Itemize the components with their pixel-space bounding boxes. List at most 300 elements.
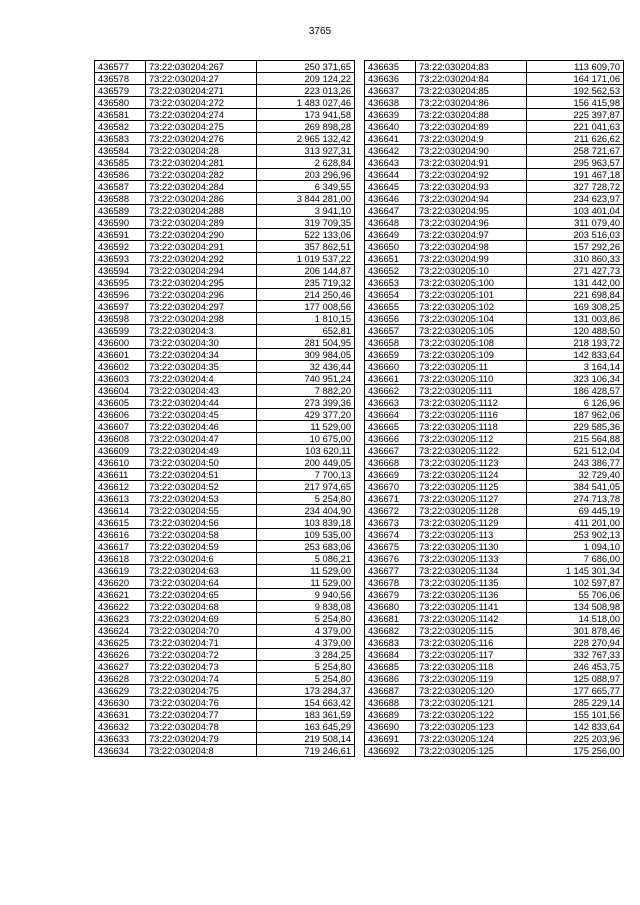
cadastral-number-cell: 73:22:030205:111 bbox=[416, 385, 527, 397]
value-cell: 295 963,57 bbox=[527, 157, 624, 169]
record-number-cell: 436626 bbox=[95, 649, 146, 661]
table-row bbox=[95, 433, 355, 445]
table-row bbox=[95, 229, 355, 241]
table-row bbox=[365, 133, 624, 145]
cadastral-number-cell: 73:22:030204:74 bbox=[146, 673, 257, 685]
value-cell: 301 878,46 bbox=[527, 625, 624, 637]
cadastral-number-cell: 73:22:030204:78 bbox=[146, 721, 257, 733]
record-number-cell: 436595 bbox=[95, 277, 146, 289]
table-row bbox=[95, 361, 355, 373]
cadastral-number-cell: 73:22:030205:119 bbox=[416, 673, 527, 685]
record-number-cell: 436664 bbox=[365, 409, 416, 421]
record-number-cell: 436621 bbox=[95, 589, 146, 601]
cadastral-number-cell: 73:22:030204:55 bbox=[146, 505, 257, 517]
cadastral-number-cell: 73:22:030205:115 bbox=[416, 625, 527, 637]
record-number-cell: 436635 bbox=[365, 61, 416, 73]
table-row bbox=[95, 61, 355, 73]
value-cell: 131 442,00 bbox=[527, 277, 624, 289]
record-number-cell: 436655 bbox=[365, 301, 416, 313]
record-number-cell: 436610 bbox=[95, 457, 146, 469]
record-number-cell: 436600 bbox=[95, 337, 146, 349]
record-number-cell: 436618 bbox=[95, 553, 146, 565]
table-row bbox=[365, 349, 624, 361]
record-number-cell: 436590 bbox=[95, 217, 146, 229]
value-cell: 103 839,18 bbox=[257, 517, 355, 529]
record-number-cell: 436674 bbox=[365, 529, 416, 541]
table-row bbox=[95, 265, 355, 277]
value-cell: 32 436,44 bbox=[257, 361, 355, 373]
table-row bbox=[365, 469, 624, 481]
cadastral-number-cell: 73:22:030204:288 bbox=[146, 205, 257, 217]
table-row bbox=[365, 733, 624, 745]
value-cell: 719 246,61 bbox=[257, 745, 355, 757]
table-row bbox=[365, 397, 624, 409]
value-cell: 5 086,21 bbox=[257, 553, 355, 565]
table-row bbox=[95, 385, 355, 397]
value-cell: 219 508,14 bbox=[257, 733, 355, 745]
record-number-cell: 436692 bbox=[365, 745, 416, 757]
table-row bbox=[95, 745, 355, 757]
table-row bbox=[95, 109, 355, 121]
value-cell: 1 810,15 bbox=[257, 313, 355, 325]
value-cell: 177 665,77 bbox=[527, 685, 624, 697]
cadastral-number-cell: 73:22:030205:1136 bbox=[416, 589, 527, 601]
value-cell: 173 284,37 bbox=[257, 685, 355, 697]
cadastral-number-cell: 73:22:030204:98 bbox=[416, 241, 527, 253]
cadastral-number-cell: 73:22:030204:28 bbox=[146, 145, 257, 157]
table-row bbox=[95, 613, 355, 625]
table-row bbox=[365, 517, 624, 529]
record-number-cell: 436620 bbox=[95, 577, 146, 589]
cadastral-number-cell: 73:22:030205:1130 bbox=[416, 541, 527, 553]
table-row bbox=[365, 361, 624, 373]
cadastral-number-cell: 73:22:030204:63 bbox=[146, 565, 257, 577]
record-number-cell: 436672 bbox=[365, 505, 416, 517]
record-number-cell: 436684 bbox=[365, 649, 416, 661]
table-row bbox=[95, 685, 355, 697]
table-row bbox=[95, 253, 355, 265]
cadastral-number-cell: 73:22:030205:109 bbox=[416, 349, 527, 361]
value-cell: 102 597,87 bbox=[527, 577, 624, 589]
table-row bbox=[365, 301, 624, 313]
cadastral-number-cell: 73:22:030204:296 bbox=[146, 289, 257, 301]
table-row bbox=[365, 541, 624, 553]
value-cell: 221 698,84 bbox=[527, 289, 624, 301]
cadastral-number-cell: 73:22:030204:271 bbox=[146, 85, 257, 97]
value-cell: 103 401,04 bbox=[527, 205, 624, 217]
cadastral-number-cell: 73:22:030204:93 bbox=[416, 181, 527, 193]
value-cell: 211 626,62 bbox=[527, 133, 624, 145]
table-row bbox=[95, 349, 355, 361]
record-number-cell: 436582 bbox=[95, 121, 146, 133]
record-number-cell: 436662 bbox=[365, 385, 416, 397]
table-row bbox=[95, 409, 355, 421]
value-cell: 411 201,00 bbox=[527, 517, 624, 529]
value-cell: 7 686,00 bbox=[527, 553, 624, 565]
table-row bbox=[95, 733, 355, 745]
value-cell: 203 296,96 bbox=[257, 169, 355, 181]
table-row bbox=[95, 577, 355, 589]
table-row bbox=[95, 445, 355, 457]
value-cell: 11 529,00 bbox=[257, 421, 355, 433]
value-cell: 221 041,63 bbox=[527, 121, 624, 133]
value-cell: 4 379,00 bbox=[257, 625, 355, 637]
record-number-cell: 436675 bbox=[365, 541, 416, 553]
cadastral-number-cell: 73:22:030205:110 bbox=[416, 373, 527, 385]
table-row bbox=[365, 373, 624, 385]
value-cell: 55 706,06 bbox=[527, 589, 624, 601]
table-row bbox=[365, 481, 624, 493]
cadastral-number-cell: 73:22:030205:123 bbox=[416, 721, 527, 733]
value-cell: 142 833,64 bbox=[527, 349, 624, 361]
value-cell: 14 518,00 bbox=[527, 613, 624, 625]
value-cell: 11 529,00 bbox=[257, 577, 355, 589]
cadastral-number-cell: 73:22:030205:1142 bbox=[416, 613, 527, 625]
table-row bbox=[95, 145, 355, 157]
table-row bbox=[365, 205, 624, 217]
cadastral-number-cell: 73:22:030204:9 bbox=[416, 133, 527, 145]
record-number-cell: 436663 bbox=[365, 397, 416, 409]
record-number-cell: 436659 bbox=[365, 349, 416, 361]
table-row bbox=[365, 433, 624, 445]
cadastral-number-cell: 73:22:030204:51 bbox=[146, 469, 257, 481]
record-number-cell: 436686 bbox=[365, 673, 416, 685]
table-row bbox=[95, 421, 355, 433]
value-cell: 186 428,57 bbox=[527, 385, 624, 397]
cadastral-number-cell: 73:22:030204:68 bbox=[146, 601, 257, 613]
record-number-cell: 436592 bbox=[95, 241, 146, 253]
table-row bbox=[95, 133, 355, 145]
cadastral-number-cell: 73:22:030204:282 bbox=[146, 169, 257, 181]
record-number-cell: 436671 bbox=[365, 493, 416, 505]
value-cell: 187 962,06 bbox=[527, 409, 624, 421]
record-number-cell: 436687 bbox=[365, 685, 416, 697]
value-cell: 384 541,05 bbox=[527, 481, 624, 493]
table-row bbox=[365, 277, 624, 289]
record-number-cell: 436625 bbox=[95, 637, 146, 649]
value-cell: 217 974,65 bbox=[257, 481, 355, 493]
value-cell: 169 308,25 bbox=[527, 301, 624, 313]
cadastral-number-cell: 73:22:030205:122 bbox=[416, 709, 527, 721]
value-cell: 1 145 301,34 bbox=[527, 565, 624, 577]
value-cell: 69 445,19 bbox=[527, 505, 624, 517]
record-number-cell: 436669 bbox=[365, 469, 416, 481]
table-row bbox=[95, 181, 355, 193]
cadastral-number-cell: 73:22:030204:72 bbox=[146, 649, 257, 661]
value-cell: 3 941,10 bbox=[257, 205, 355, 217]
record-number-cell: 436666 bbox=[365, 433, 416, 445]
record-number-cell: 436643 bbox=[365, 157, 416, 169]
table-row bbox=[95, 169, 355, 181]
cadastral-number-cell: 73:22:030205:116 bbox=[416, 637, 527, 649]
cadastral-number-cell: 73:22:030205:117 bbox=[416, 649, 527, 661]
cadastral-number-cell: 73:22:030204:35 bbox=[146, 361, 257, 373]
cadastral-number-cell: 73:22:030204:6 bbox=[146, 553, 257, 565]
table-row bbox=[365, 529, 624, 541]
cadastral-number-cell: 73:22:030204:50 bbox=[146, 457, 257, 469]
value-cell: 429 377,20 bbox=[257, 409, 355, 421]
cadastral-number-cell: 73:22:030204:284 bbox=[146, 181, 257, 193]
cadastral-number-cell: 73:22:030205:1127 bbox=[416, 493, 527, 505]
cadastral-number-cell: 73:22:030204:99 bbox=[416, 253, 527, 265]
cadastral-number-cell: 73:22:030205:124 bbox=[416, 733, 527, 745]
record-number-cell: 436578 bbox=[95, 73, 146, 85]
cadastral-number-cell: 73:22:030205:1116 bbox=[416, 409, 527, 421]
value-cell: 3 844 281,00 bbox=[257, 193, 355, 205]
record-number-cell: 436639 bbox=[365, 109, 416, 121]
record-number-cell: 436665 bbox=[365, 421, 416, 433]
table-row bbox=[95, 157, 355, 169]
value-cell: 253 902,13 bbox=[527, 529, 624, 541]
cadastral-number-cell: 73:22:030204:88 bbox=[416, 109, 527, 121]
table-row bbox=[365, 229, 624, 241]
record-number-cell: 436613 bbox=[95, 493, 146, 505]
record-number-cell: 436688 bbox=[365, 697, 416, 709]
value-cell: 103 620,11 bbox=[257, 445, 355, 457]
record-number-cell: 436596 bbox=[95, 289, 146, 301]
table-row bbox=[95, 565, 355, 577]
table-row bbox=[365, 721, 624, 733]
value-cell: 235 719,32 bbox=[257, 277, 355, 289]
value-cell: 225 397,87 bbox=[527, 109, 624, 121]
record-number-cell: 436634 bbox=[95, 745, 146, 757]
table-row bbox=[95, 721, 355, 733]
record-number-cell: 436689 bbox=[365, 709, 416, 721]
value-cell: 5 254,80 bbox=[257, 661, 355, 673]
record-number-cell: 436609 bbox=[95, 445, 146, 457]
cadastral-number-cell: 73:22:030205:101 bbox=[416, 289, 527, 301]
table-row bbox=[365, 493, 624, 505]
cadastral-number-cell: 73:22:030204:8 bbox=[146, 745, 257, 757]
value-cell: 319 709,35 bbox=[257, 217, 355, 229]
value-cell: 269 898,28 bbox=[257, 121, 355, 133]
record-number-cell: 436587 bbox=[95, 181, 146, 193]
table-row bbox=[95, 661, 355, 673]
cadastral-number-cell: 73:22:030205:102 bbox=[416, 301, 527, 313]
cadastral-number-cell: 73:22:030204:59 bbox=[146, 541, 257, 553]
cadastral-number-cell: 73:22:030204:52 bbox=[146, 481, 257, 493]
cadastral-number-cell: 73:22:030204:297 bbox=[146, 301, 257, 313]
value-cell: 183 361,59 bbox=[257, 709, 355, 721]
record-number-cell: 436652 bbox=[365, 265, 416, 277]
value-cell: 281 504,95 bbox=[257, 337, 355, 349]
cadastral-number-cell: 73:22:030205:1112 bbox=[416, 397, 527, 409]
cadastral-number-cell: 73:22:030204:85 bbox=[416, 85, 527, 97]
table-row bbox=[95, 337, 355, 349]
value-cell: 3 284,25 bbox=[257, 649, 355, 661]
table-row bbox=[365, 421, 624, 433]
cadastral-number-cell: 73:22:030204:79 bbox=[146, 733, 257, 745]
value-cell: 243 386,77 bbox=[527, 457, 624, 469]
cadastral-number-cell: 73:22:030204:75 bbox=[146, 685, 257, 697]
record-number-cell: 436682 bbox=[365, 625, 416, 637]
table-row bbox=[365, 589, 624, 601]
record-number-cell: 436670 bbox=[365, 481, 416, 493]
value-cell: 120 488,50 bbox=[527, 325, 624, 337]
cadastral-number-cell: 73:22:030204:77 bbox=[146, 709, 257, 721]
record-number-cell: 436685 bbox=[365, 661, 416, 673]
record-number-cell: 436585 bbox=[95, 157, 146, 169]
record-number-cell: 436614 bbox=[95, 505, 146, 517]
page-number: 3765 bbox=[308, 26, 332, 37]
value-cell: 327 728,72 bbox=[527, 181, 624, 193]
record-number-cell: 436598 bbox=[95, 313, 146, 325]
cadastral-number-cell: 73:22:030204:290 bbox=[146, 229, 257, 241]
record-number-cell: 436660 bbox=[365, 361, 416, 373]
cadastral-number-cell: 73:22:030204:3 bbox=[146, 325, 257, 337]
value-cell: 5 254,80 bbox=[257, 493, 355, 505]
value-cell: 173 941,58 bbox=[257, 109, 355, 121]
cadastral-number-cell: 73:22:030205:1133 bbox=[416, 553, 527, 565]
value-cell: 6 126,96 bbox=[527, 397, 624, 409]
table-row bbox=[365, 637, 624, 649]
table-row bbox=[95, 709, 355, 721]
cadastral-number-cell: 73:22:030205:1123 bbox=[416, 457, 527, 469]
record-number-cell: 436604 bbox=[95, 385, 146, 397]
record-number-cell: 436586 bbox=[95, 169, 146, 181]
value-cell: 2 965 132,42 bbox=[257, 133, 355, 145]
table-row bbox=[365, 745, 624, 757]
cadastral-number-cell: 73:22:030204:56 bbox=[146, 517, 257, 529]
value-cell: 134 508,98 bbox=[527, 601, 624, 613]
table-row bbox=[95, 205, 355, 217]
record-number-cell: 436649 bbox=[365, 229, 416, 241]
value-cell: 7 882,20 bbox=[257, 385, 355, 397]
value-cell: 3 164,14 bbox=[527, 361, 624, 373]
value-cell: 215 564,88 bbox=[527, 433, 624, 445]
table-row bbox=[365, 181, 624, 193]
cadastral-number-cell: 73:22:030204:97 bbox=[416, 229, 527, 241]
record-number-cell: 436644 bbox=[365, 169, 416, 181]
value-cell: 177 008,56 bbox=[257, 301, 355, 313]
value-cell: 214 250,46 bbox=[257, 289, 355, 301]
value-cell: 32 729,40 bbox=[527, 469, 624, 481]
table-row bbox=[365, 505, 624, 517]
cadastral-number-cell: 73:22:030204:91 bbox=[416, 157, 527, 169]
value-cell: 6 349,55 bbox=[257, 181, 355, 193]
record-number-cell: 436646 bbox=[365, 193, 416, 205]
cadastral-number-cell: 73:22:030205:104 bbox=[416, 313, 527, 325]
value-cell: 1 019 537,22 bbox=[257, 253, 355, 265]
table-row bbox=[95, 601, 355, 613]
record-number-cell: 436631 bbox=[95, 709, 146, 721]
table-row bbox=[95, 325, 355, 337]
value-cell: 157 292,26 bbox=[527, 241, 624, 253]
table-row bbox=[95, 193, 355, 205]
cadastral-number-cell: 73:22:030204:92 bbox=[416, 169, 527, 181]
table-row bbox=[95, 289, 355, 301]
cadastral-number-cell: 73:22:030204:46 bbox=[146, 421, 257, 433]
table-row bbox=[365, 337, 624, 349]
record-number-cell: 436640 bbox=[365, 121, 416, 133]
table-row bbox=[95, 625, 355, 637]
value-cell: 332 767,33 bbox=[527, 649, 624, 661]
record-number-cell: 436599 bbox=[95, 325, 146, 337]
value-cell: 163 645,29 bbox=[257, 721, 355, 733]
table-row bbox=[365, 649, 624, 661]
record-number-cell: 436593 bbox=[95, 253, 146, 265]
cadastral-number-cell: 73:22:030204:34 bbox=[146, 349, 257, 361]
table-row bbox=[365, 613, 624, 625]
record-number-cell: 436668 bbox=[365, 457, 416, 469]
value-cell: 229 585,36 bbox=[527, 421, 624, 433]
value-cell: 131 003,86 bbox=[527, 313, 624, 325]
table-row bbox=[365, 265, 624, 277]
record-number-cell: 436607 bbox=[95, 421, 146, 433]
record-number-cell: 436637 bbox=[365, 85, 416, 97]
cadastral-number-cell: 73:22:030204:49 bbox=[146, 445, 257, 457]
record-number-cell: 436588 bbox=[95, 193, 146, 205]
record-number-cell: 436591 bbox=[95, 229, 146, 241]
table-row bbox=[95, 241, 355, 253]
table-row bbox=[365, 661, 624, 673]
value-cell: 271 427,73 bbox=[527, 265, 624, 277]
cadastral-number-cell: 73:22:030204:95 bbox=[416, 205, 527, 217]
record-number-cell: 436656 bbox=[365, 313, 416, 325]
cadastral-number-cell: 73:22:030205:112 bbox=[416, 433, 527, 445]
record-number-cell: 436667 bbox=[365, 445, 416, 457]
value-cell: 234 404,90 bbox=[257, 505, 355, 517]
cadastral-number-cell: 73:22:030204:291 bbox=[146, 241, 257, 253]
record-number-cell: 436608 bbox=[95, 433, 146, 445]
value-cell: 192 562,53 bbox=[527, 85, 624, 97]
record-number-cell: 436611 bbox=[95, 469, 146, 481]
record-number-cell: 436654 bbox=[365, 289, 416, 301]
record-number-cell: 436583 bbox=[95, 133, 146, 145]
record-number-cell: 436603 bbox=[95, 373, 146, 385]
record-number-cell: 436653 bbox=[365, 277, 416, 289]
cadastral-number-cell: 73:22:030204:53 bbox=[146, 493, 257, 505]
table-row bbox=[365, 193, 624, 205]
value-cell: 9 940,56 bbox=[257, 589, 355, 601]
record-number-cell: 436683 bbox=[365, 637, 416, 649]
table-row bbox=[95, 121, 355, 133]
table-row bbox=[365, 109, 624, 121]
cadastral-number-cell: 73:22:030205:11 bbox=[416, 361, 527, 373]
cadastral-number-cell: 73:22:030204:281 bbox=[146, 157, 257, 169]
cadastral-number-cell: 73:22:030204:84 bbox=[416, 73, 527, 85]
cadastral-number-cell: 73:22:030205:1141 bbox=[416, 601, 527, 613]
cadastral-number-cell: 73:22:030204:69 bbox=[146, 613, 257, 625]
record-number-cell: 436589 bbox=[95, 205, 146, 217]
cadastral-number-cell: 73:22:030205:118 bbox=[416, 661, 527, 673]
table-row bbox=[365, 601, 624, 613]
record-number-cell: 436615 bbox=[95, 517, 146, 529]
table-row bbox=[365, 61, 624, 73]
value-cell: 175 256,00 bbox=[527, 745, 624, 757]
value-cell: 5 254,80 bbox=[257, 673, 355, 685]
cadastral-number-cell: 73:22:030204:30 bbox=[146, 337, 257, 349]
value-cell: 234 623,97 bbox=[527, 193, 624, 205]
record-number-cell: 436629 bbox=[95, 685, 146, 697]
value-cell: 191 467,18 bbox=[527, 169, 624, 181]
record-number-cell: 436661 bbox=[365, 373, 416, 385]
cadastral-number-cell: 73:22:030204:65 bbox=[146, 589, 257, 601]
cadastral-number-cell: 73:22:030204:298 bbox=[146, 313, 257, 325]
record-number-cell: 436623 bbox=[95, 613, 146, 625]
record-number-cell: 436678 bbox=[365, 577, 416, 589]
cadastral-number-cell: 73:22:030204:96 bbox=[416, 217, 527, 229]
cadastral-number-cell: 73:22:030204:272 bbox=[146, 97, 257, 109]
value-cell: 246 453,75 bbox=[527, 661, 624, 673]
table-row bbox=[365, 313, 624, 325]
cadastral-number-cell: 73:22:030205:1125 bbox=[416, 481, 527, 493]
value-cell: 521 512,04 bbox=[527, 445, 624, 457]
cadastral-number-cell: 73:22:030204:86 bbox=[416, 97, 527, 109]
cadastral-number-cell: 73:22:030204:276 bbox=[146, 133, 257, 145]
record-number-cell: 436584 bbox=[95, 145, 146, 157]
record-number-cell: 436594 bbox=[95, 265, 146, 277]
